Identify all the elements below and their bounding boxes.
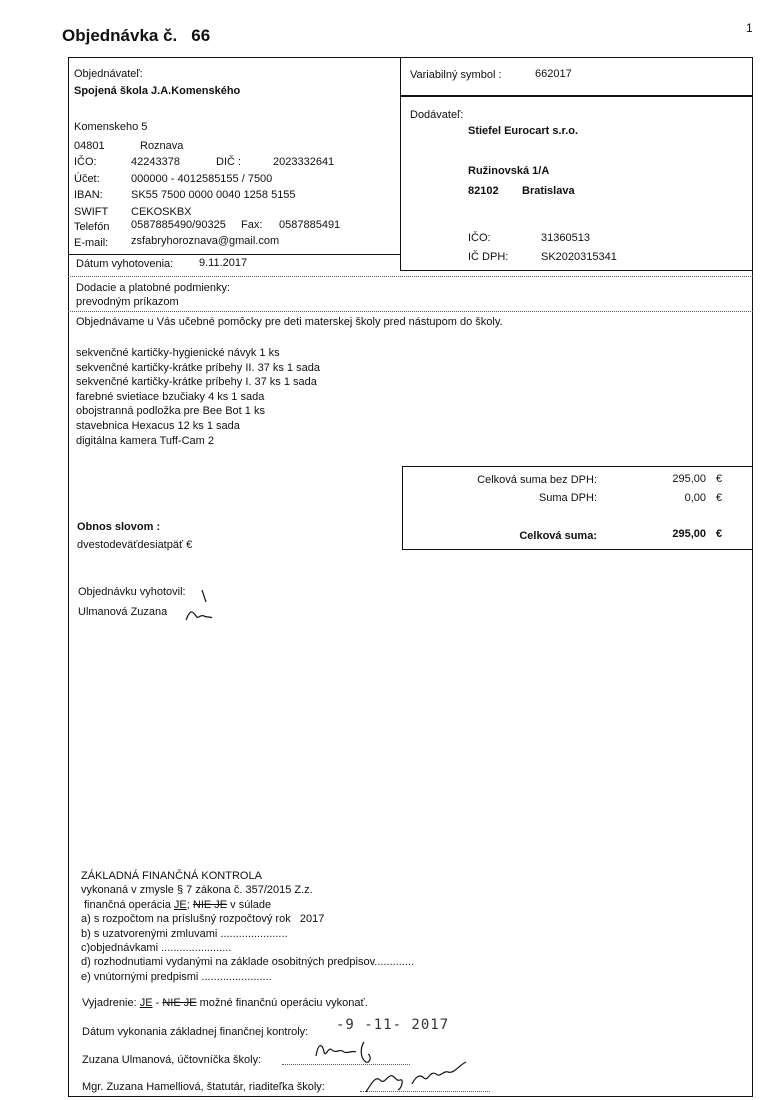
list-item: sekvenčné kartičky-krátke príbehy II. 37 ks 1 sada <box>76 361 320 374</box>
variable-symbol-label: Variabilný symbol : <box>410 69 502 81</box>
operation-suffix: v súlade <box>230 898 272 911</box>
vat-label: Suma DPH: <box>538 492 597 504</box>
list-item: digitálna kamera Tuff-Cam 2 <box>76 434 214 447</box>
control-a: a) s rozpočtom na príslušný rozpočtový rok <box>81 913 291 926</box>
supplier-box <box>400 96 753 271</box>
orderer-ico-label: IČO: <box>74 156 97 168</box>
supplier-street: Ružinovská 1/A <box>468 165 550 177</box>
control-b: b) s uzatvorenými zmluvami ...................... <box>81 927 288 940</box>
operation-separator: ; <box>186 898 190 911</box>
orderer-swift-label: SWIFT <box>74 206 109 218</box>
order-intro: Objednávame u Vás učebné pomôcky pre deti materskej školy pred nástupom do školy. <box>76 316 503 328</box>
date-underline <box>68 276 753 277</box>
opinion-nieje: NIE JE <box>162 997 197 1009</box>
date-divider <box>68 254 400 255</box>
list-item: stavebnica Hexacus 12 ks 1 sada <box>76 419 240 432</box>
supplier-name: Stiefel Eurocart s.r.o. <box>468 125 579 137</box>
operation-nieje: NIE JE <box>192 898 228 911</box>
orderer-label: Objednávateľ: <box>74 68 143 80</box>
supplier-city: Bratislava <box>522 185 575 197</box>
opinion-label: Vyjadrenie: <box>82 997 137 1009</box>
opinion-separator: - <box>155 997 160 1009</box>
supplier-ico: 31360513 <box>541 232 590 244</box>
page-number: 1 <box>746 21 753 35</box>
control-line <box>81 912 414 926</box>
terms-label: Dodacie a platobné podmienky: <box>76 282 231 294</box>
orderer-city: Roznava <box>140 140 184 152</box>
list-item: farebné svietiace bzučiaky 4 ks 1 sada <box>76 390 265 403</box>
orderer-zip: 04801 <box>74 140 105 152</box>
supplier-ico-label: IČO: <box>468 232 491 244</box>
opinion-line <box>82 996 368 1010</box>
opinion-suffix: možné finančnú operáciu vykonať. <box>199 997 368 1009</box>
control-line: vykonaná v zmysle § 7 zákona č. 357/2015 Z.z. <box>81 884 313 897</box>
control-operation-line <box>81 898 414 912</box>
exec-date-stamp: -9 -11- 2017 <box>336 1017 450 1033</box>
order-items-list <box>76 346 320 448</box>
order-number: 66 <box>191 26 211 45</box>
orderer-fax: 0587885491 <box>279 219 341 231</box>
orderer-name: Spojená škola J.A.Komenského <box>74 85 241 97</box>
orderer-street: Komenskeho 5 <box>74 121 148 133</box>
opinion-je: JE <box>139 997 153 1009</box>
title-text: Objednávka č. <box>62 26 178 45</box>
director-line: Mgr. Zuzana Hamelliová, štatutár, riaditeľka školy: <box>82 1081 325 1093</box>
orderer-dic-label: DIČ : <box>216 156 242 168</box>
orderer-phone: 0587885490/90325 <box>131 219 226 231</box>
supplier-zip: 82102 <box>468 185 499 197</box>
orderer-phone-label: Telefón <box>74 221 110 233</box>
orderer-fax-label: Fax: <box>241 219 263 231</box>
supplier-icdph-label: IČ DPH: <box>468 251 509 263</box>
orderer-account-label: Účet: <box>74 173 100 185</box>
currency-symbol: € <box>716 473 723 485</box>
control-heading: ZÁKLADNÁ FINANČNÁ KONTROLA <box>81 870 262 882</box>
list-item: sekvenčné kartičky-krátke príbehy I. 37 ks 1 sada <box>76 376 317 389</box>
control-e: e) vnútornými predpismi ....................... <box>81 970 272 983</box>
supplier-label: Dodávateľ: <box>410 109 464 121</box>
total-without-vat-label: Celková suma bez DPH: <box>477 474 597 486</box>
words-label: Obnos slovom : <box>77 521 161 533</box>
exec-date-label: Dátum vykonania základnej finančnej kontroly: <box>82 1026 309 1038</box>
terms-underline <box>68 311 753 312</box>
list-item: obojstranná podložka pre Bee Bot 1 ks <box>76 405 265 418</box>
variable-symbol-value: 662017 <box>535 68 572 80</box>
total-value: 295,00 <box>672 528 706 540</box>
financial-control <box>81 869 414 984</box>
vat-value: 0,00 <box>684 492 706 504</box>
total-label: Celková suma: <box>519 530 597 542</box>
control-c: c)objednávkami ....................... <box>81 942 232 955</box>
currency-symbol: € <box>716 492 723 504</box>
operation-prefix: finančná operácia <box>84 898 171 911</box>
accountant-line: Zuzana Ulmanová, účtovníčka školy: <box>82 1054 262 1066</box>
words-value: dvestodeväťdesiatpäť € <box>77 539 193 551</box>
orderer-swift: CEKOSKBX <box>131 206 192 218</box>
orderer-ico: 42243378 <box>131 156 180 168</box>
control-d: d) rozhodnutiami vydanými na základe osobitných predpisov............. <box>81 956 415 969</box>
director-signature <box>362 1056 482 1096</box>
orderer-email: zsfabryhoroznava@gmail.com <box>131 235 280 247</box>
prepared-by-name: Ulmanová Zuzana <box>78 606 168 618</box>
total-without-vat-value: 295,00 <box>672 473 706 485</box>
currency-symbol: € <box>716 528 723 540</box>
preparer-signature <box>180 588 220 624</box>
orderer-iban: SK55 7500 0000 0040 1258 5155 <box>131 189 296 201</box>
orderer-account: 000000 - 4012585155 / 7500 <box>131 173 273 185</box>
terms-value: prevodným príkazom <box>76 296 179 308</box>
orderer-dic: 2023332641 <box>273 156 335 168</box>
document-title <box>62 26 210 46</box>
date-label: Dátum vyhotovenia: <box>76 258 174 270</box>
prepared-by-label: Objednávku vyhotovil: <box>78 586 186 598</box>
orderer-email-label: E-mail: <box>74 237 109 249</box>
supplier-icdph: SK2020315341 <box>541 251 617 263</box>
operation-je: JE <box>173 898 187 911</box>
control-a-year: 2017 <box>299 913 325 926</box>
list-item: sekvenčné kartičky-hygienické návyk 1 ks <box>76 347 280 359</box>
date-value: 9.11.2017 <box>199 257 248 269</box>
orderer-iban-label: IBAN: <box>74 189 103 201</box>
